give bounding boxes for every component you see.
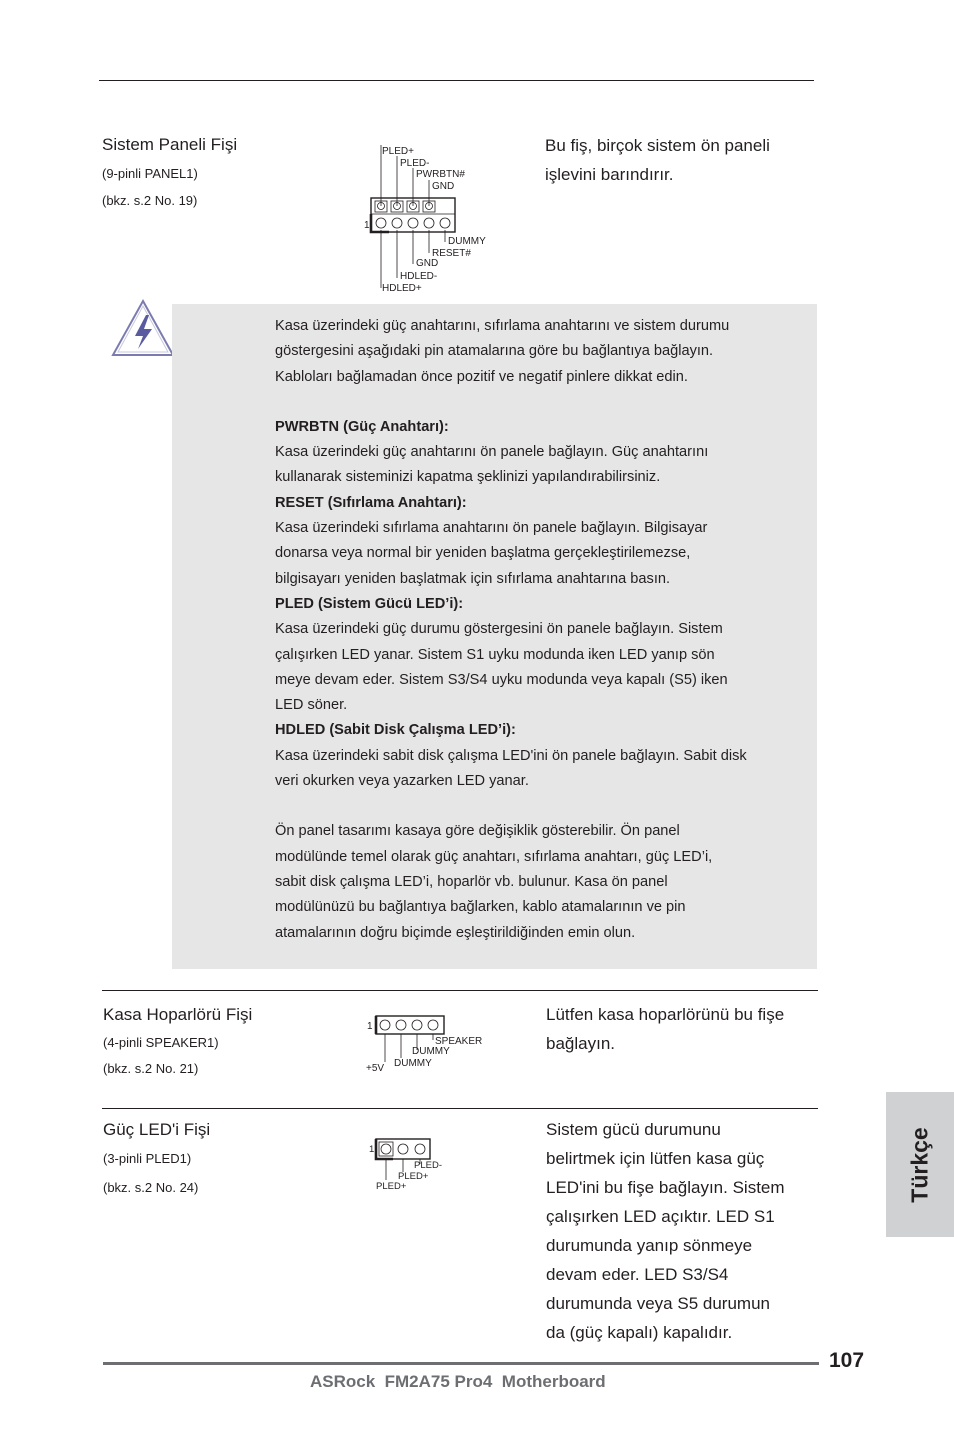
panel-desc-line: işlevini barındırır. — [545, 165, 674, 184]
pled-desc-line: devam eder. LED S3/S4 — [546, 1265, 729, 1284]
pwrbtn-heading: PWRBTN (Güç Anahtarı): — [275, 418, 449, 435]
note-intro-line: göstergesini aşağıdaki pin atamalarına göre bu bağlantıya bağlayın. — [275, 343, 714, 360]
pled-line: LED söner. — [275, 697, 348, 714]
pled-description — [546, 1115, 785, 1347]
gnd-top-label: GND — [432, 181, 455, 192]
pled-desc-line: çalışırken LED açıktır. LED S1 — [546, 1207, 775, 1226]
language-tab-label: Türkçe — [906, 1126, 933, 1203]
warning-triangle-icon — [110, 298, 176, 360]
outro-line: Ön panel tasarımı kasaya göre değişiklik gösterebilir. Ön panel — [275, 823, 680, 840]
pled-line: çalışırken LED yanar. Sistem S1 uyku modunda iken LED yanıp sön — [275, 646, 715, 663]
pin1-label: 1 — [364, 220, 370, 231]
speaker-title: Kasa Hoparlörü Fişi — [103, 1005, 253, 1024]
section-rule — [102, 990, 818, 991]
outro-line: sabit disk çalışma LED’i, hoparlör vb. bulunur. Kasa ön panel — [275, 873, 668, 890]
speaker-desc-line: Lütfen kasa hoparlörünü bu fişe — [546, 1005, 785, 1024]
panel-ref: (bkz. s.2 No. 19) — [102, 193, 198, 208]
language-tab — [886, 1092, 954, 1237]
pled-desc-line: durumunda yanıp sönmeye — [546, 1236, 753, 1255]
panel1-pin-diagram — [360, 140, 500, 296]
speaker-pin1-label: 1 — [367, 1021, 373, 1032]
note-text — [275, 314, 820, 946]
pled-line: Kasa üzerindeki güç durumu göstergesini ön panele bağlayın. Sistem — [275, 621, 723, 638]
dummy1-label: DUMMY — [412, 1046, 450, 1057]
dummy2-label: DUMMY — [394, 1058, 432, 1069]
dummy-label: DUMMY — [448, 236, 486, 247]
gnd-bottom-label: GND — [416, 258, 439, 269]
reset-line: bilgisayarı yeniden başlatmak için sıfırlama anahtarına basın. — [275, 570, 671, 587]
pled-title: Güç LED'i Fişi — [103, 1120, 211, 1139]
top-rule — [99, 80, 814, 81]
pled-plus-outer-label: PLED+ — [376, 1181, 407, 1192]
pled-plus-pin-label: PLED+ — [398, 1171, 429, 1182]
panel-desc-line: Bu fiş, birçok sistem ön paneli — [545, 136, 770, 155]
pled-heading: PLED (Sistem Gücü LED’i): — [275, 595, 464, 612]
pled-minus-label: PLED- — [400, 158, 430, 169]
pled-desc-line: durumunda veya S5 durumun — [546, 1294, 770, 1313]
hdled-plus-label: HDLED+ — [382, 283, 422, 294]
reset-line: donarsa veya normal bir yeniden başlatma gerçekleştirilemezse, — [275, 545, 691, 562]
pled-desc-line: Sistem gücü durumunu — [546, 1120, 721, 1139]
pwrbtn-line: kullanarak sisteminizi kapatma şeklinizi yapılandırabilirsiniz. — [275, 469, 661, 486]
pled-plus-label: PLED+ — [382, 146, 414, 157]
pled-pin1-label: 1 — [369, 1144, 375, 1155]
footer-rule — [103, 1362, 819, 1365]
note-intro-line: Kasa üzerindeki güç anahtarını, sıfırlama anahtarını ve sistem durumu — [275, 318, 730, 334]
pled-desc-line: belirtmek için lütfen kasa güç — [546, 1149, 765, 1168]
pled-line: meye devam eder. Sistem S3/S4 uyku modunda veya kapalı (S5) iken — [275, 671, 728, 688]
pwrbtn-line: Kasa üzerindeki güç anahtarını ön panele bağlayın. Güç anahtarını — [275, 444, 709, 461]
pled-desc-line: da (güç kapalı) kapalıdır. — [546, 1323, 733, 1342]
outro-line: modülünüzü bu bağlantıya bağlarken, kablo atamalarının ve pin — [275, 899, 686, 916]
outro-line: atamalarının doğru biçimde eşleştirildiğinden emin olun. — [275, 924, 636, 941]
pwrbtn-label: PWRBTN# — [416, 169, 465, 180]
pled-minus-pin-label: PLED- — [414, 1160, 442, 1171]
speaker-ref: (bkz. s.2 No. 21) — [103, 1061, 199, 1076]
hdled-line: Kasa üzerindeki sabit disk çalışma LED'ini ön panele bağlayın. Sabit disk — [275, 747, 747, 764]
page-number: 107 — [829, 1349, 865, 1372]
hdled-line: veri okurken veya yazarken LED yanar. — [275, 773, 529, 790]
outro-line: modülünde temel olarak güç anahtarı, sıfırlama anahtarı, güç LED’i, — [275, 848, 713, 865]
pled-pins: (3-pinli PLED1) — [103, 1151, 192, 1166]
hdled-minus-label: HDLED- — [400, 271, 438, 282]
plus5v-label: +5V — [366, 1063, 385, 1074]
pled-desc-line: LED'ini bu fişe bağlayın. Sistem — [546, 1178, 785, 1197]
reset-heading: RESET (Sıfırlama Anahtarı): — [275, 494, 467, 511]
pled-ref: (bkz. s.2 No. 24) — [103, 1180, 199, 1195]
speaker-pins: (4-pinli SPEAKER1) — [103, 1035, 219, 1050]
speaker-description — [546, 1000, 784, 1058]
pled1-pin-diagram — [368, 1134, 458, 1194]
panel-pins: (9-pinli PANEL1) — [102, 166, 198, 181]
reset-label: RESET# — [432, 248, 471, 259]
speaker-desc-line: bağlayın. — [546, 1034, 615, 1053]
speaker-label: SPEAKER — [435, 1036, 483, 1047]
reset-line: Kasa üzerindeki sıfırlama anahtarını ön panele bağlayın. Bilgisayar — [275, 520, 708, 537]
panel-title: Sistem Paneli Fişi — [102, 135, 238, 154]
hdled-heading: HDLED (Sabit Disk Çalışma LED’i): — [275, 722, 516, 739]
section-rule — [102, 1108, 818, 1109]
note-intro-line: Kabloları bağlamadan önce pozitif ve negatif pinlere dikkat edin. — [275, 368, 688, 385]
panel-description — [545, 131, 770, 189]
footer-title: ASRock FM2A75 Pro4 Motherboard — [310, 1372, 606, 1391]
speaker1-pin-diagram — [362, 1010, 492, 1076]
